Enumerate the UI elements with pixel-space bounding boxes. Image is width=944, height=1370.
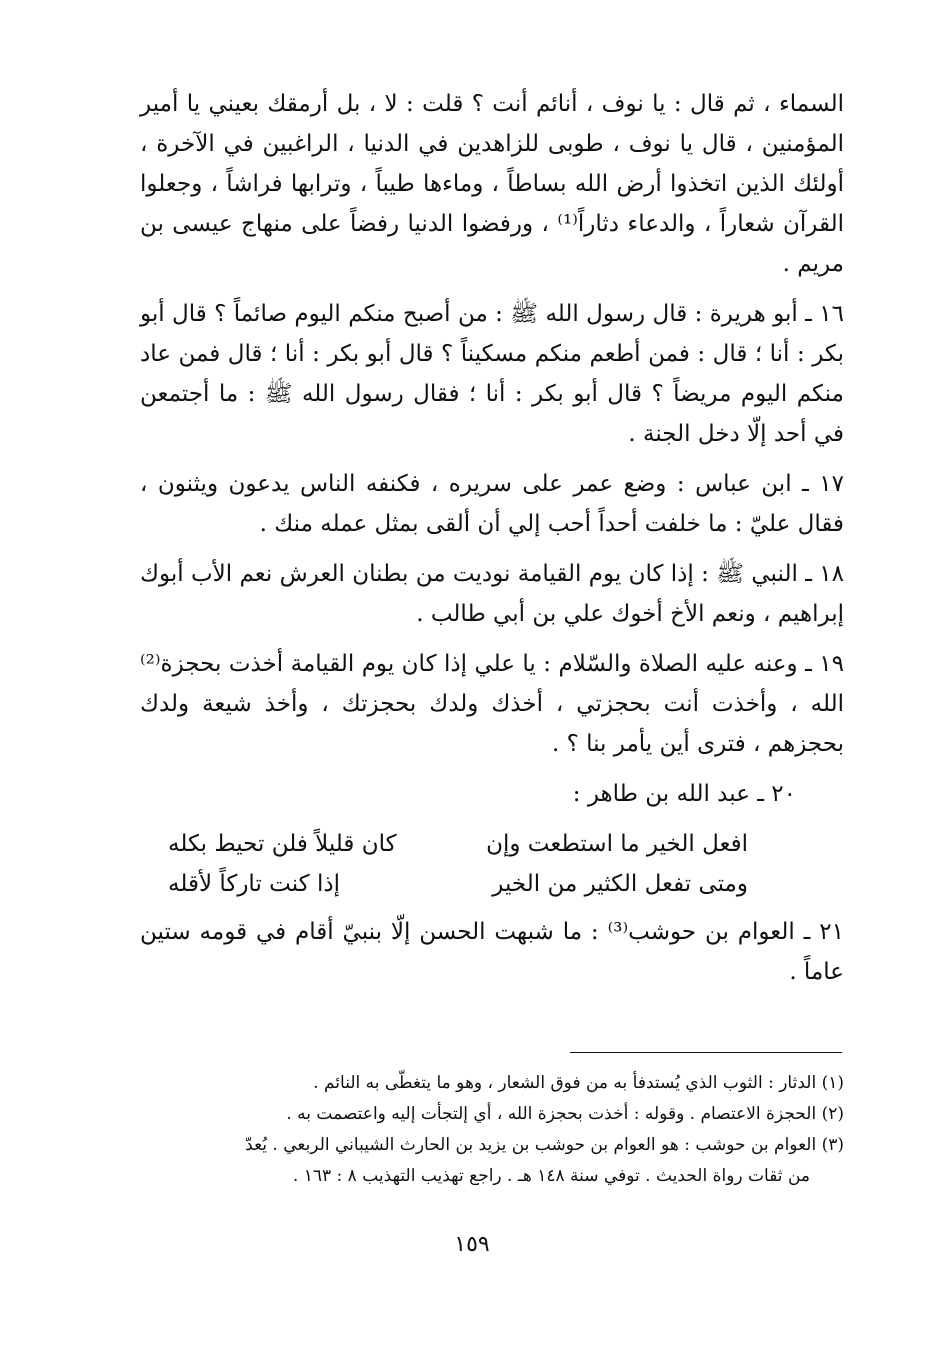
poem: [140, 824, 748, 904]
poem-hemistich-first: افعل الخير ما استطعت وإن: [486, 831, 748, 857]
footnote-1: (١) الدثار : الثوب الذي يُستدفأ به من فوق الشعار ، وهو ما يتغطّى به النائم .: [313, 1073, 844, 1093]
paragraph-21: ٢١ ـ العوام بن حوشب⁽³⁾ : ما شبهت الحسن إلّا بنبيّ أقام في قومه ستين عاماً .: [140, 919, 844, 985]
paragraph-16: ١٦ ـ أبو هريرة : قال رسول الله ﷺ : من أصبح منكم اليوم صائماً ؟ قال أبو بكر : أنا ؛ قال : فمن أطعم منكم مسكيناً ؟ قال أبو بكر : أنا ؛ قال فمن عاد منكم اليوم مريضاً ؟ قال أبو بكر : أنا ؛ فقال رسول الله ﷺ : ما أجتمعن في أحد إلّا دخل الجنة .: [140, 301, 844, 447]
paragraph-17: ١٧ ـ ابن عباس : وضع عمر على سريره ، فكنفه الناس يدعون ويثنون ، فقال عليّ : ما خلفت أحداً أحب إلي أن ألقى بمثل عمله منك .: [140, 471, 844, 537]
footnote-2: (٢) الحجزة الاعتصام . وقوله : أخذت بحجزة الله ، أي إلتجأت إليه واعتصمت به .: [286, 1104, 844, 1124]
footnote-3: (٣) العوام بن حوشب : هو العوام بن حوشب بن يزيد بن الحارث الشيباني الربعي . يُعدّ: [245, 1135, 844, 1155]
poem-hemistich-first: ومتى تفعل الكثير من الخير: [492, 871, 748, 897]
main-text: [140, 84, 844, 1002]
paragraph-19: ١٩ ـ وعنه عليه الصلاة والسّلام : يا علي إذا كان يوم القيامة أخذت بحجزة⁽²⁾ الله ، وأخذت أنت بحجزتي ، أخذك ولدك بحجزتك ، وأخذ شيعة ولدك بحجزهم ، فترى أين يأمر بنا ؟ .: [140, 651, 844, 757]
footnote-separator: [570, 1052, 842, 1053]
poem-line: [168, 824, 748, 864]
paragraph-15-continuation: السماء ، ثم قال : يا نوف ، أنائم أنت ؟ قلت : لا ، بل أرمقك بعيني يا أمير المؤمنين ، قال يا نوف ، طوبى للزاهدين في الدنيا ، الراغبين في الآخرة ، أولئك الذين اتخذوا أرض الله بساطاً ، وماءها طيباً ، وترابها فراشاً ، وجعلوا القرآن شعاراً ، والدعاء دثاراً⁽¹⁾ ، ورفضوا الدنيا رفضاً على منهاج عيسى بن مريم .: [140, 91, 844, 277]
paragraph-18: ١٨ ـ النبي ﷺ : إذا كان يوم القيامة نوديت من بطنان العرش نعم الأب أبوك إبراهيم ، ونعم الأخ أخوك علي بن أبي طالب .: [140, 561, 844, 627]
paragraph-20-intro: ٢٠ ـ عبد الله بن طاهر :: [572, 781, 796, 807]
page-number: ١٥٩: [454, 1232, 490, 1257]
footnote-3-continuation: من ثقات رواة الحديث . توفي سنة ١٤٨ هـ . راجع تهذيب التهذيب ٨ : ١٦٣ .: [292, 1166, 810, 1186]
poem-hemistich-second: كان قليلاً فلن تحيط بكله: [168, 831, 397, 857]
footnotes: [140, 1068, 844, 1192]
poem-hemistich-second: إذا كنت تاركاً لأقله: [168, 871, 340, 897]
poem-line: [168, 864, 748, 904]
